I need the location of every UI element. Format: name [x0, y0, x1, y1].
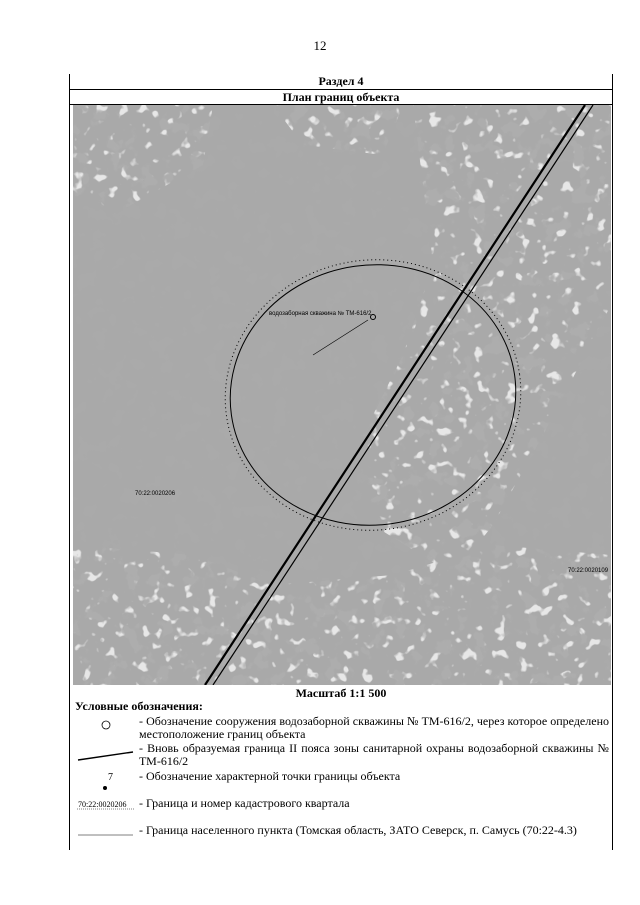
scale-label: Масштаб 1:1 500 [295, 686, 387, 700]
legend-item-boundary: - Вновь образуемая граница II пояса зоны санитарной охраны водозаборной скважины № ТМ-616/2 [75, 742, 611, 768]
quarter-label-right: 70:22:0020109 [568, 568, 609, 574]
page-number: 12 [313, 38, 327, 53]
circle-outline-icon [102, 721, 110, 729]
boundary-line-icon [78, 752, 133, 760]
legend-item-settlement: - Граница населенного пункта (Томская область, ЗАТО Северск, п. Самусь (70:22-4.3) [139, 823, 577, 837]
well-label: водозаборная скважина № ТМ-616/2 [269, 311, 372, 317]
legend-item-well: - Обозначение сооружения водозаборной скважины № ТМ-616/2, через которое определено местоположение границ объекта [75, 715, 611, 741]
map-canvas [73, 105, 611, 685]
section-title: Раздел 4 [318, 74, 364, 88]
point-icon [103, 786, 107, 790]
quarter-label-left: 70:22:0020206 [135, 491, 176, 497]
legend-title: Условные обозначения: [75, 699, 203, 713]
quarter-symbol-label: 70:22:0020206 [78, 800, 127, 809]
plan-title: План границ объекта [69, 89, 613, 105]
legend-item-point: 7 - Обозначение характерной точки границы объекта [75, 770, 611, 794]
legend-item-quarter: 70:22:0020206 - Граница и номер кадастрового квартала [78, 796, 350, 810]
point-number: 7 [108, 772, 113, 783]
map[interactable] [73, 105, 611, 685]
